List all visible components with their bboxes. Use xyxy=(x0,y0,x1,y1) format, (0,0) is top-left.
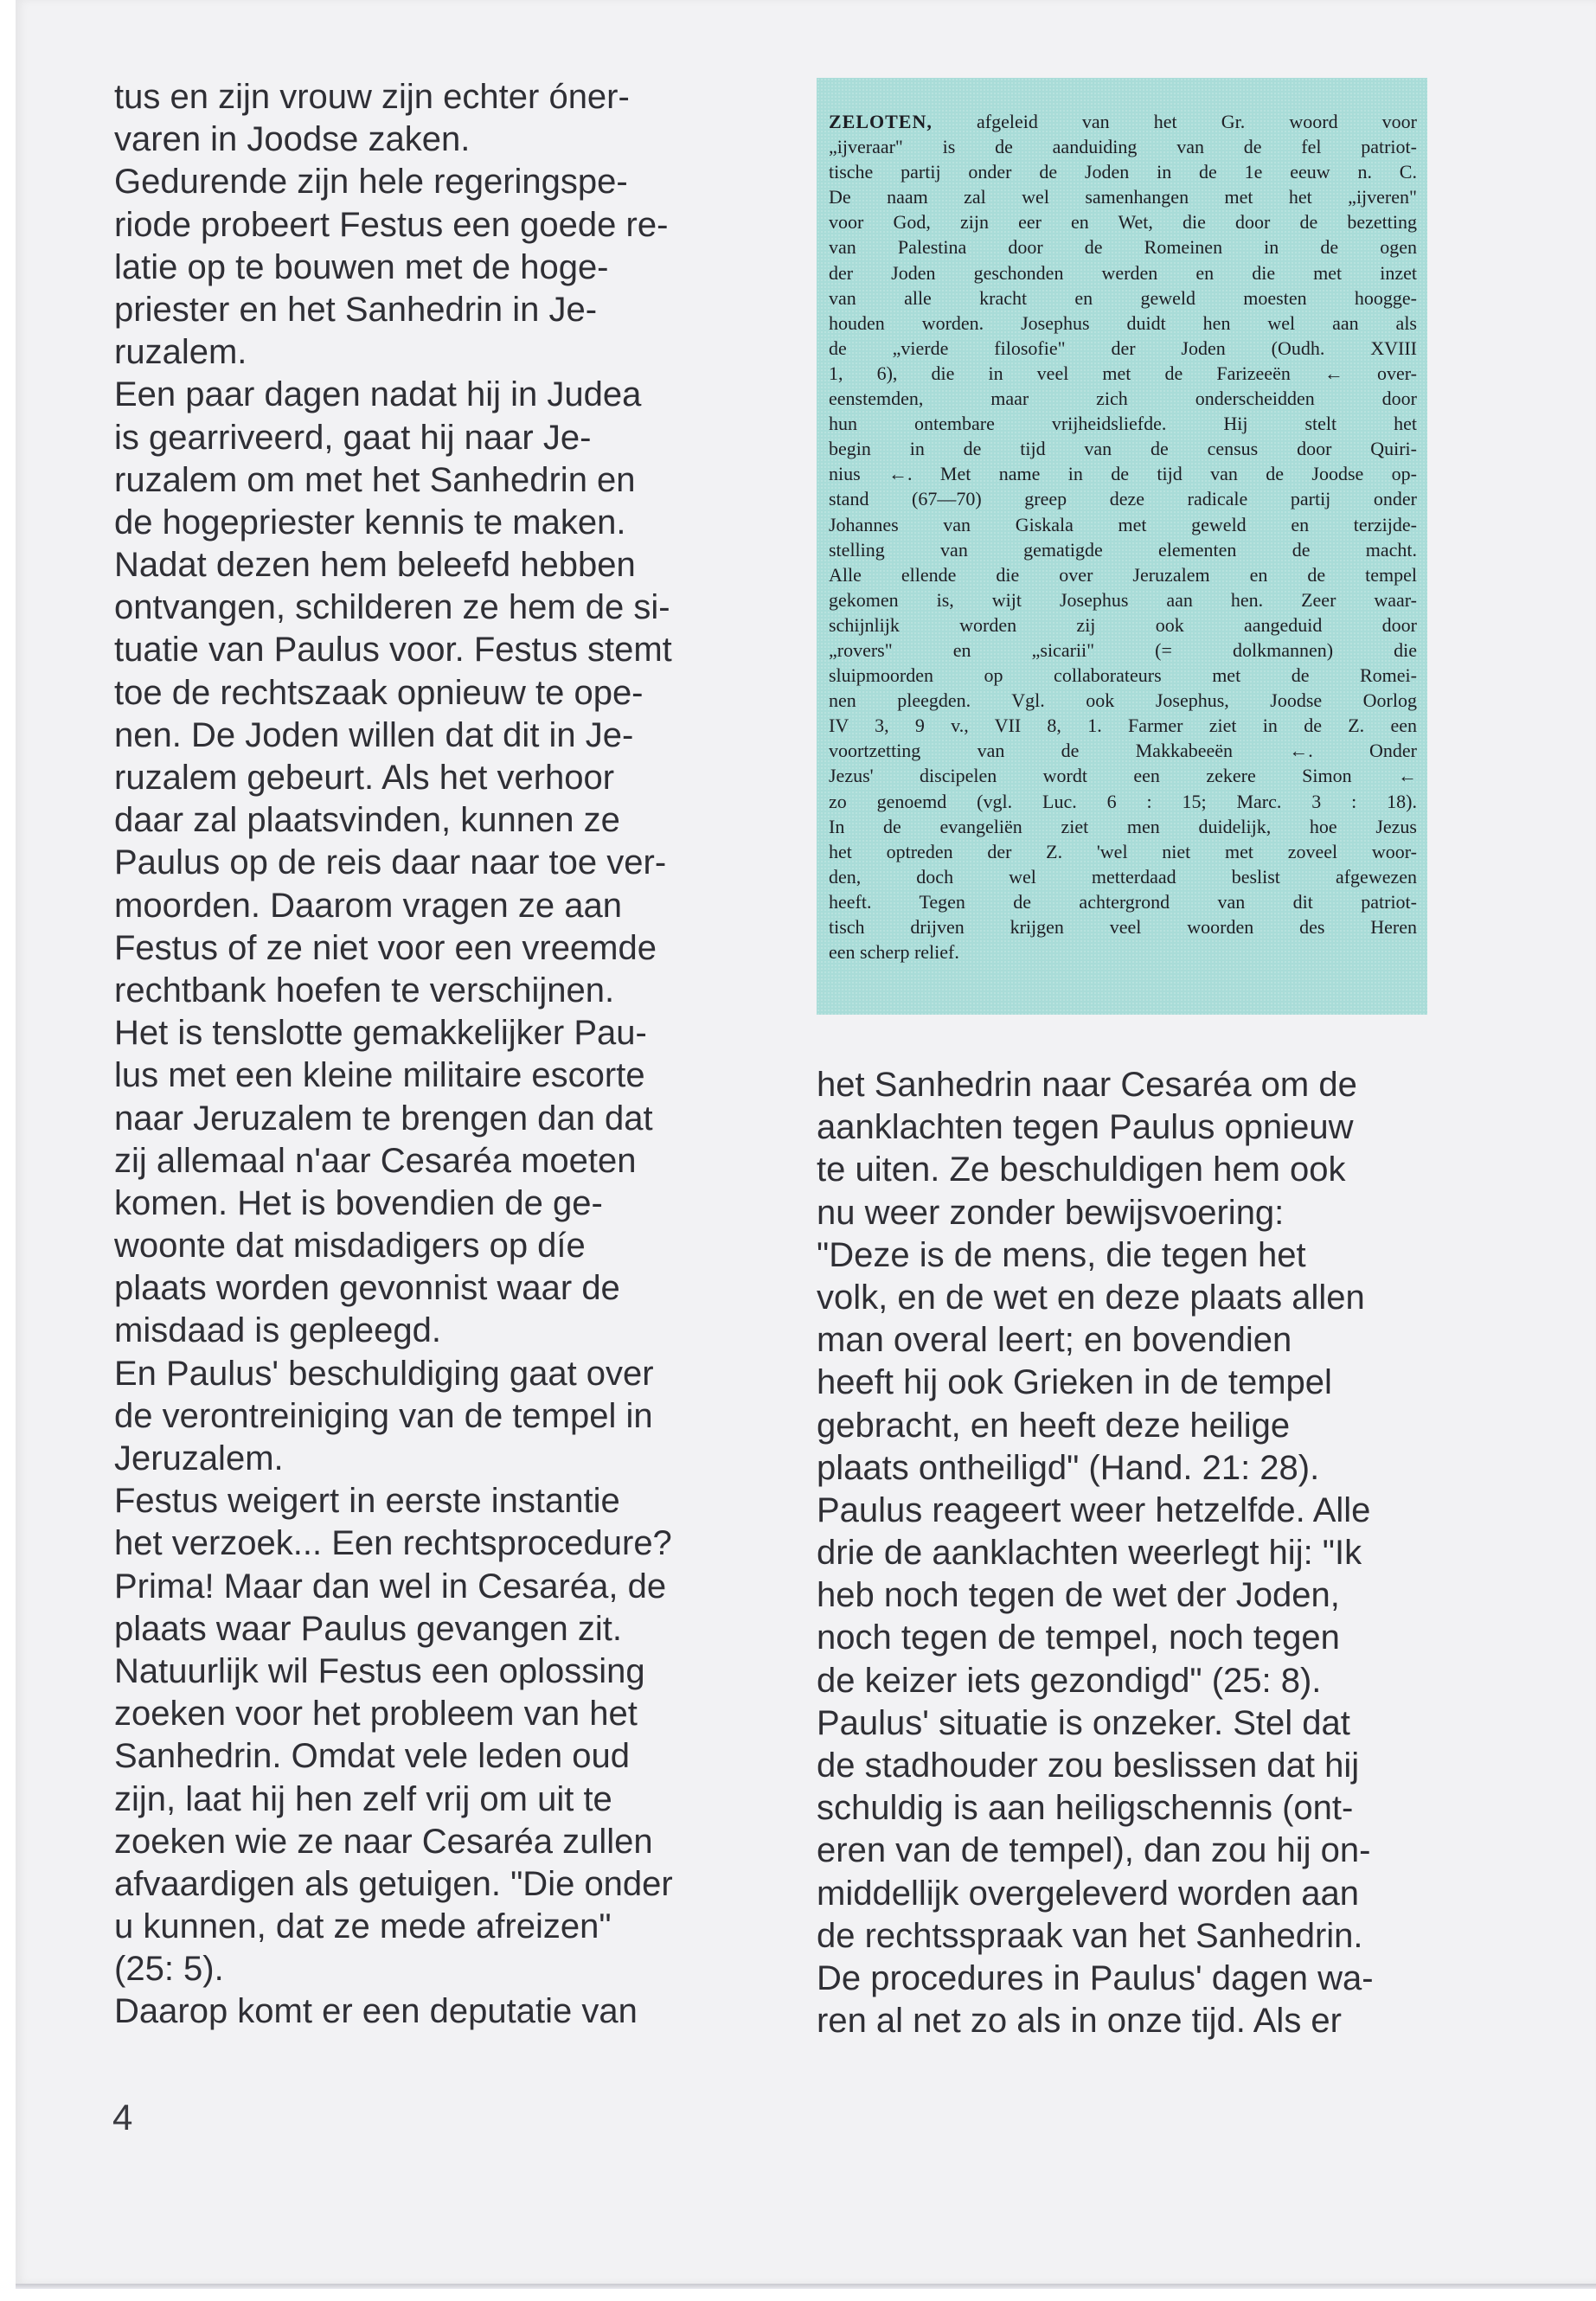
text-line: daar zal plaatsvinden, kunnen ze xyxy=(114,801,620,840)
sidebar-line: nen pleegden. Vgl. ook Josephus, Joodse Oorlog xyxy=(829,689,1417,712)
right-text-column xyxy=(817,1064,1439,2042)
text-line: Jeruzalem. xyxy=(114,1439,284,1477)
text-line: varen in Joodse zaken. xyxy=(114,120,471,159)
text-line: heeft hij ook Grieken in de tempel xyxy=(817,1363,1332,1402)
sidebar-first-line-rest: afgeleid van het Gr. woord voor xyxy=(932,111,1417,132)
text-line: man overal leert; en bovendien xyxy=(817,1321,1292,1360)
text-line: ruzalem gebeurt. Als het verhoor xyxy=(114,759,615,797)
sidebar-line: nius ←. Met name in de tijd van de Joodse op- xyxy=(829,463,1417,485)
text-line: Festus of ze niet voor een vreemde xyxy=(114,928,657,967)
text-line: misdaad is gepleegd. xyxy=(114,1311,442,1350)
text-line: Het is tenslotte gemakkelijker Pau- xyxy=(114,1014,647,1053)
sidebar-line: voor God, zijn eer en Wet, die door de bezetting xyxy=(829,211,1417,234)
text-line: het verzoek... Een rechtsprocedure? xyxy=(114,1524,672,1563)
sidebar-line: tisch drijven krijgen veel woorden des Heren xyxy=(829,916,1417,938)
text-line: zijn, laat hij hen zelf vrij om uit te xyxy=(114,1779,612,1818)
text-line: rechtbank hoefen te verschijnen. xyxy=(114,971,615,1009)
text-line: ren al net zo als in onze tijd. Als er xyxy=(817,2002,1342,2041)
sidebar-line: „rovers" en „sicarii" (= dolkmannen) die xyxy=(829,638,1417,661)
text-line: de verontreiniging van de tempel in xyxy=(114,1396,653,1435)
text-line: noch tegen de tempel, noch tegen xyxy=(817,1618,1340,1657)
text-line: plaats waar Paulus gevangen zit. xyxy=(114,1609,623,1648)
sidebar-line: Johannes van Giskala met geweld en terzijde- xyxy=(829,513,1417,535)
text-line: volk, en de wet en deze plaats allen xyxy=(817,1278,1365,1317)
text-line: aanklachten tegen Paulus opnieuw xyxy=(817,1108,1354,1147)
sidebar-line: hun ontembare vrijheidsliefde. Hij stelt het xyxy=(829,413,1417,435)
left-text-column xyxy=(114,76,737,2034)
sidebar-line: zo genoemd (vgl. Luc. 6 : 15; Marc. 3 : 18). xyxy=(829,790,1417,812)
text-line: Sanhedrin. Omdat vele leden oud xyxy=(114,1737,630,1776)
text-line: De procedures in Paulus' dagen wa- xyxy=(817,1958,1374,1997)
text-line: komen. Het is bovendien de ge- xyxy=(114,1183,603,1222)
sidebar-line: den, doch wel metterdaad beslist afgewezen xyxy=(829,865,1417,888)
text-line: ontvangen, schilderen ze hem de si- xyxy=(114,588,670,627)
text-line: En Paulus' beschuldiging gaat over xyxy=(114,1354,654,1393)
text-line: drie de aanklachten weerlegt hij: "Ik xyxy=(817,1534,1362,1573)
text-line: Paulus reageert weer hetzelfde. Alle xyxy=(817,1490,1371,1529)
text-line: tuatie van Paulus voor. Festus stemt xyxy=(114,631,672,670)
sidebar-line: sluipmoorden op collaborateurs met de Romei- xyxy=(829,664,1417,687)
text-line: afvaardigen als getuigen. "Die onder xyxy=(114,1864,673,1903)
text-line: ruzalem om met het Sanhedrin en xyxy=(114,460,636,499)
text-line: naar Jeruzalem te brengen dan dat xyxy=(114,1099,653,1138)
sidebar-line: stand (67—70) greep deze radicale partij onder xyxy=(829,488,1417,510)
text-line: Nadat dezen hem beleefd hebben xyxy=(114,546,636,585)
text-line: zij allemaal n'aar Cesaréa moeten xyxy=(114,1141,637,1180)
text-line: Een paar dagen nadat hij in Judea xyxy=(114,375,642,414)
text-line: nu weer zonder bewijsvoering: xyxy=(817,1193,1285,1232)
text-line: gebracht, en heeft deze heilige xyxy=(817,1406,1291,1445)
text-line: "Deze is de mens, die tegen het xyxy=(817,1235,1306,1274)
sidebar-line: heeft. Tegen de achtergrond van dit patriot- xyxy=(829,890,1417,913)
text-line: de hogepriester kennis te maken. xyxy=(114,503,626,542)
text-line: moorden. Daarom vragen ze aan xyxy=(114,886,622,925)
text-line: Gedurende zijn hele regeringspe- xyxy=(114,163,628,202)
sidebar-line: begin in de tijd van de census door Quiri- xyxy=(829,438,1417,460)
zeloten-sidebar-box xyxy=(817,78,1427,1015)
text-line: u kunnen, dat ze mede afreizen" xyxy=(114,1907,612,1946)
text-line: toe de rechtszaak opnieuw te ope- xyxy=(114,673,644,712)
sidebar-line: In de evangeliën ziet men duidelijk, hoe Jezus xyxy=(829,815,1417,837)
sidebar-line: gekomen is, wijt Josephus aan hen. Zeer waar- xyxy=(829,588,1417,611)
sidebar-line: De naam zal wel samenhangen met het „ijveren" xyxy=(829,186,1417,208)
sidebar-line: Alle ellende die over Jeruzalem en de tempel xyxy=(829,563,1417,586)
sidebar-line: van alle kracht en geweld moesten hoogge- xyxy=(829,286,1417,309)
text-line: de stadhouder zou beslissen dat hij xyxy=(817,1747,1360,1785)
text-line: is gearriveerd, gaat hij naar Je- xyxy=(114,418,592,457)
sidebar-line: het optreden der Z. 'wel niet met zoveel woor- xyxy=(829,840,1417,862)
sidebar-line: van Palestina door de Romeinen in de ogen xyxy=(829,236,1417,259)
text-line: woonte dat misdadigers op díe xyxy=(114,1227,586,1266)
text-line: eren van de tempel), dan zou hij on- xyxy=(817,1831,1371,1870)
sidebar-line: de „vierde filosofie" der Joden (Oudh. XVIII xyxy=(829,336,1417,359)
sidebar-line: eenstemden, maar zich onderscheidden door xyxy=(829,388,1417,410)
text-line: heb noch tegen de wet der Joden, xyxy=(817,1576,1340,1615)
sidebar-line: tische partij onder de Joden in de 1e eeuw n. C. xyxy=(829,161,1417,183)
text-line: Festus weigert in eerste instantie xyxy=(114,1482,620,1521)
sidebar-line: houden worden. Josephus duidt hen wel aan als xyxy=(829,311,1417,334)
sidebar-line: een scherp relief. xyxy=(829,941,959,964)
text-line: middellijk overgeleverd worden aan xyxy=(817,1874,1360,1913)
sidebar-text xyxy=(829,109,1417,965)
sidebar-line: schijnlijk worden zij ook aangeduid door xyxy=(829,613,1417,636)
text-line: te uiten. Ze beschuldigen hem ook xyxy=(817,1150,1346,1189)
sidebar-line: 1, 6), die in veel met de Farizeeën ← over- xyxy=(829,362,1417,384)
sidebar-line: „ijveraar" is de aanduiding van de fel patriot- xyxy=(829,136,1417,158)
sidebar-line: der Joden geschonden werden en die met inzet xyxy=(829,261,1417,284)
sidebar-first-line xyxy=(829,109,1417,134)
text-line: riode probeert Festus een goede re- xyxy=(114,205,669,244)
text-line: ruzalem. xyxy=(114,333,247,372)
text-line: Paulus' situatie is onzeker. Stel dat xyxy=(817,1703,1350,1742)
text-line: Daarop komt er een deputatie van xyxy=(114,1992,638,2031)
text-line: zoeken wie ze naar Cesaréa zullen xyxy=(114,1822,653,1861)
text-line: plaats worden gevonnist waar de xyxy=(114,1269,620,1308)
sidebar-line: IV 3, 9 v., VII 8, 1. Farmer ziet in de Z. een xyxy=(829,715,1417,737)
text-line: zoeken voor het probleem van het xyxy=(114,1695,638,1734)
text-line: (25: 5). xyxy=(114,1950,224,1989)
text-line: latie op te bouwen met de hoge- xyxy=(114,247,609,286)
text-line: priester en het Sanhedrin in Je- xyxy=(114,290,598,329)
page-bottom-edge xyxy=(16,2284,1596,2289)
text-line: nen. De Joden willen dat dit in Je- xyxy=(114,715,634,754)
page-number: 4 xyxy=(112,2097,133,2138)
sidebar-heading: ZELOTEN, xyxy=(829,111,933,132)
text-line: tus en zijn vrouw zijn echter óner- xyxy=(114,78,630,116)
text-line: Natuurlijk wil Festus een oplossing xyxy=(114,1651,645,1690)
sidebar-line: stelling van gematigde elementen de macht. xyxy=(829,538,1417,561)
text-line: de rechtsspraak van het Sanhedrin. xyxy=(817,1916,1363,1955)
sidebar-line: voortzetting van de Makkabeeën ←. Onder xyxy=(829,740,1417,762)
text-line: schuldig is aan heiligschennis (ont- xyxy=(817,1789,1354,1828)
text-line: Paulus op de reis daar naar toe ver- xyxy=(114,843,667,882)
text-line: het Sanhedrin naar Cesaréa om de xyxy=(817,1066,1357,1104)
text-line: lus met een kleine militaire escorte xyxy=(114,1056,645,1095)
text-line: de keizer iets gezondigd" (25: 8). xyxy=(817,1661,1322,1700)
text-line: plaats ontheiligd" (Hand. 21: 28). xyxy=(817,1448,1320,1487)
sidebar-line: Jezus' discipelen wordt een zekere Simon ← xyxy=(829,765,1417,787)
text-line: Prima! Maar dan wel in Cesaréa, de xyxy=(114,1567,667,1606)
